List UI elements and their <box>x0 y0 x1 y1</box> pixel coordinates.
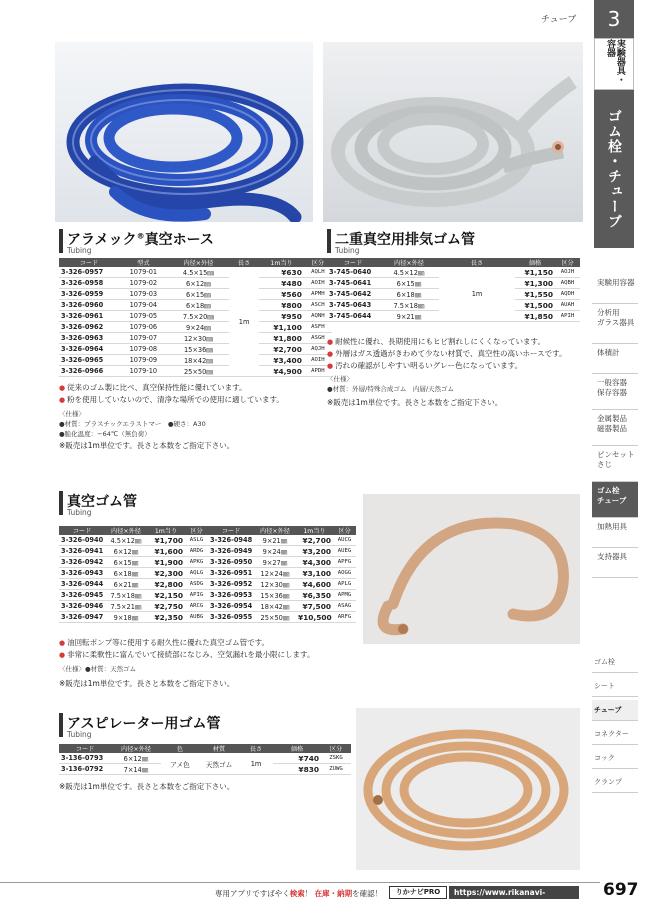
note-line: ● 油回転ポンプ等に使用する耐久性に優れた真空ゴム管です。 <box>59 637 359 649</box>
table-cell: 3-326-0949 <box>210 547 253 556</box>
table-row <box>59 546 356 557</box>
section-bar <box>59 229 63 253</box>
table-row <box>327 267 580 278</box>
table-cell: AUAH <box>555 300 580 311</box>
table-cell: ¥1,150 <box>515 267 555 278</box>
side-cat-5[interactable]: 金属製品 磁器製品 <box>592 410 638 446</box>
table-cell: APIG <box>185 590 208 601</box>
table-cell: 15×36㎜ <box>168 344 229 355</box>
table-cell: ¥830 <box>273 764 321 775</box>
side-cat-6[interactable]: ピンセット さじ <box>592 446 638 482</box>
table-row <box>59 535 356 546</box>
side-cat-9[interactable]: 支持器具 <box>592 548 638 578</box>
table-cell: 3-326-0950 <box>210 558 253 567</box>
table-cell: 9×21㎜ <box>254 535 296 546</box>
section1-footnote: ※販売は1m単位です。長さと本数をご指定下さい。 <box>59 441 235 450</box>
table-row <box>59 568 356 579</box>
table-row <box>59 557 356 568</box>
table-cell: ARFG <box>333 612 356 623</box>
table-header-row: コード 内径×外径 長さ 価格 区分 <box>327 258 580 267</box>
side-cat-4[interactable]: 一般容器 保存容器 <box>592 374 638 410</box>
blue-hose-photo <box>55 42 313 222</box>
table-cell: 3-326-0945 <box>61 591 104 600</box>
table-cell: 15×36㎜ <box>254 590 296 601</box>
table-cell: 3-326-0963 <box>59 333 119 344</box>
table-cell: 1079-08 <box>119 344 168 355</box>
table-row <box>59 344 332 355</box>
table-row <box>59 753 351 764</box>
table-cell: ¥4,600 <box>296 579 333 590</box>
section2-notes <box>327 336 587 372</box>
table-cell: 3-326-0940 <box>61 536 104 545</box>
table-cell: 3-745-0644 <box>327 311 379 322</box>
table-cell: 7.5×21㎜ <box>105 601 147 612</box>
table-cell: 3-326-0964 <box>59 344 119 355</box>
side-cat-3[interactable]: 体積計 <box>592 344 638 374</box>
table-cell: 1079-07 <box>119 333 168 344</box>
table-cell: AQLH <box>304 267 332 278</box>
table-cell: 3-326-0965 <box>59 355 119 366</box>
header-title: チューブ <box>541 15 577 25</box>
table-cell: AUEG <box>333 546 356 557</box>
table-cell: ¥630 <box>259 267 304 278</box>
table-cell: 6×15㎜ <box>168 289 229 300</box>
table-cell: 3-326-0946 <box>61 602 104 611</box>
section4-subtitle: Tubing <box>67 730 92 739</box>
side-category-label: 実験器具・容器 <box>594 38 634 90</box>
table-cell: ¥4,900 <box>259 366 304 377</box>
table-cell: 1079-01 <box>119 267 168 278</box>
table-cell: 12×30㎜ <box>168 333 229 344</box>
section-bar <box>327 229 331 253</box>
section4-footnote: ※販売は1m単位です。長さと本数をご指定下さい。 <box>59 782 235 791</box>
table-cell: 3-326-0953 <box>210 591 253 600</box>
table-header-row: コード 型式 内径×外径 長さ 1m当り 区分 <box>59 258 332 267</box>
table-cell: 3-745-0640 <box>327 267 379 278</box>
table-cell: 3-326-0948 <box>210 536 253 545</box>
page-number: 697 <box>603 880 639 900</box>
app-logo[interactable]: りかナビPRO <box>389 886 447 899</box>
table-cell: ZSKG <box>321 753 351 764</box>
table-cell: 3-326-0961 <box>59 311 119 322</box>
table-cell: 1079-04 <box>119 300 168 311</box>
table-cell: ASDG <box>185 579 208 590</box>
section1-title: アラメック®真空ホース <box>67 231 214 248</box>
aspirator-tube-photo <box>356 708 580 870</box>
table-cell: 9×24㎜ <box>254 546 296 557</box>
table-cell: ¥1,850 <box>515 311 555 322</box>
table-cell: 3-745-0641 <box>327 278 379 289</box>
section4-title: アスピレーター用ゴム管 <box>67 716 221 732</box>
table-cell: ¥3,200 <box>296 546 333 557</box>
vacuum-rubber-tube-photo <box>363 494 580 644</box>
note-line: ● 粉を使用していないので、清浄な場所での使用に適しています。 <box>59 394 329 406</box>
table-cell: 1079-10 <box>119 366 168 377</box>
subnav-tube[interactable]: チューブ <box>592 700 638 721</box>
table-cell: ¥1,500 <box>515 300 555 311</box>
table-header-row: コード 内径×外径 1m当り 区分 コード 内径×外径 1m当り 区分 <box>59 526 356 535</box>
table-row <box>59 333 332 344</box>
table-cell: AOIH <box>304 278 332 289</box>
table-cell: 9×24㎜ <box>168 322 229 333</box>
table-cell: 9×18㎜ <box>105 612 147 623</box>
table-row <box>59 278 332 289</box>
table-cell: アメ色 <box>161 753 199 775</box>
side-cat-1[interactable]: 実験用容器 <box>592 274 638 304</box>
table-cell: 6×12㎜ <box>168 278 229 289</box>
table-cell: 1079-02 <box>119 278 168 289</box>
section3-table <box>59 526 356 623</box>
table-row <box>59 355 332 366</box>
table-cell: APMG <box>333 590 356 601</box>
table-row <box>59 579 356 590</box>
table-cell: ¥3,100 <box>296 568 333 579</box>
note-line: ● 耐候性に優れ、長期使用にもヒビ割れしにくくなっています。 <box>327 336 587 348</box>
section2-title: 二重真空用排気ゴム管 <box>335 232 475 248</box>
table-cell: 12×24㎜ <box>254 568 296 579</box>
table-row <box>59 311 332 322</box>
table-cell: ¥3,400 <box>259 355 304 366</box>
table-cell: AQBH <box>555 278 580 289</box>
table-cell: 7×14㎜ <box>111 764 161 775</box>
subnav-clamp[interactable]: クランプ <box>592 772 638 793</box>
table-cell: ¥480 <box>259 278 304 289</box>
table-cell: 6×18㎜ <box>105 568 147 579</box>
table-cell: 3-136-0792 <box>59 764 111 775</box>
note-line: ● 外層はガス透過がきわめて少ない材質で、真空性の高いホースです。 <box>327 348 587 360</box>
table-cell: AQLG <box>185 568 208 579</box>
table-cell: 3-326-0944 <box>61 580 104 589</box>
section-bar <box>59 491 63 515</box>
table-cell: ¥1,700 <box>147 535 185 546</box>
table-cell: ASLG <box>185 535 208 546</box>
section1-spec: 〈仕様〉 ●材質：プラスチックエラストマー ●硬さ：A30 ●脆化温度：−64℃（無負荷） <box>59 410 206 438</box>
table-cell: ¥1,100 <box>259 322 304 333</box>
table-cell: 7.5×18㎜ <box>379 300 439 311</box>
table-cell: ¥1,900 <box>147 557 185 568</box>
table-row <box>59 267 332 278</box>
table-cell: 1m <box>439 267 515 322</box>
table-cell: 9×21㎜ <box>379 311 439 322</box>
table-cell: 18×42㎜ <box>168 355 229 366</box>
table-cell: 6×15㎜ <box>105 557 147 568</box>
table-cell: 25×50㎜ <box>168 366 229 377</box>
section2-table <box>327 258 580 322</box>
table-cell: ¥2,300 <box>147 568 185 579</box>
table-cell: ARCG <box>185 601 208 612</box>
table-cell: ¥2,750 <box>147 601 185 612</box>
table-cell: 6×18㎜ <box>168 300 229 311</box>
section3-title: 真空ゴム管 <box>67 494 137 510</box>
table-row <box>59 322 332 333</box>
table-cell: 9×27㎜ <box>254 557 296 568</box>
site-url-link[interactable]: https://www.rikanavi-pro.com <box>449 886 579 899</box>
table-cell: 3-326-0942 <box>61 558 104 567</box>
table-cell: ¥2,350 <box>147 612 185 623</box>
section2-footnote: ※販売は1m単位です。長さと本数をご指定下さい。 <box>327 398 503 407</box>
table-row <box>59 366 332 377</box>
table-cell: APDH <box>304 366 332 377</box>
table-cell: ASFH <box>304 322 332 333</box>
section2-spec: 〈仕様〉 ●材質：外層/特殊合成ゴム 内層/天然ゴム <box>327 375 455 393</box>
table-row <box>59 601 356 612</box>
table-cell: 3-326-0954 <box>210 602 253 611</box>
table-cell: ¥10,500 <box>298 612 332 622</box>
table-cell: ASCH <box>304 300 332 311</box>
table-cell: 6×12㎜ <box>105 546 147 557</box>
table-cell: 3-136-0793 <box>59 753 111 764</box>
table-cell: 6×18㎜ <box>379 289 439 300</box>
table-cell: 3-326-0955 <box>210 613 253 622</box>
section1-subtitle: Tubing <box>67 246 92 255</box>
table-cell: ¥4,300 <box>296 557 333 568</box>
table-cell: 4.5×12㎜ <box>105 535 147 546</box>
section1-table <box>59 258 332 377</box>
table-cell: 6×12㎜ <box>111 753 161 764</box>
table-cell: AQJH <box>304 344 332 355</box>
table-row <box>59 289 332 300</box>
table-cell: ¥1,550 <box>515 289 555 300</box>
table-cell: 1079-09 <box>119 355 168 366</box>
table-cell: APMH <box>304 289 332 300</box>
table-cell: APKG <box>185 557 208 568</box>
table-cell: 3-326-0941 <box>61 547 104 556</box>
section3-spec: 〈仕様〉●材質：天然ゴム <box>59 665 137 673</box>
table-cell: ¥1,600 <box>147 546 185 557</box>
table-cell: 12×30㎜ <box>254 579 296 590</box>
table-cell: 1079-06 <box>119 322 168 333</box>
table-cell: ¥2,700 <box>296 535 333 546</box>
table-cell: AOJH <box>555 267 580 278</box>
table-cell: 1079-03 <box>119 289 168 300</box>
table-cell: 天然ゴム <box>199 753 239 775</box>
footer-promo: 専用アプリですばやく検索！ 在庫・納期を確認！ <box>215 889 383 898</box>
table-cell: APIH <box>555 311 580 322</box>
table-cell: 3-326-0966 <box>59 366 119 377</box>
table-cell: 4.5×15㎜ <box>168 267 229 278</box>
table-cell: 7.5×18㎜ <box>105 590 147 601</box>
table-cell: ¥740 <box>273 753 321 764</box>
table-cell: 3-326-0952 <box>210 580 253 589</box>
note-line: ● 従来のゴム製に比べ、真空保持性能に優れています。 <box>59 382 329 394</box>
footer-divider <box>0 882 600 883</box>
table-cell: ¥1,300 <box>515 278 555 289</box>
table-cell: AQNH <box>304 311 332 322</box>
table-cell: AOGG <box>333 568 356 579</box>
table-cell: ¥1,800 <box>259 333 304 344</box>
table-cell: ¥2,150 <box>147 590 185 601</box>
table-row <box>59 612 356 623</box>
table-cell: 6×21㎜ <box>105 579 147 590</box>
gray-hose-photo <box>323 42 583 222</box>
table-cell: 3-745-0643 <box>327 300 379 311</box>
table-cell: AUBG <box>185 612 208 623</box>
table-cell: 3-326-0957 <box>59 267 119 278</box>
note-line: ● 非常に柔軟性に富んでいて接続部になじみ、空気漏れを最小限にします。 <box>59 649 359 661</box>
note-line: ● 汚れの確認がしやすい明るいグレー色になっています。 <box>327 360 587 372</box>
table-cell: 3-326-0943 <box>61 569 104 578</box>
table-cell: 3-326-0951 <box>210 569 253 578</box>
section3-footnote: ※販売は1m単位です。長さと本数をご指定下さい。 <box>59 679 235 688</box>
side-cat-2[interactable]: 分析用 ガラス器具 <box>592 304 638 344</box>
table-cell: ZUWG <box>321 764 351 775</box>
table-cell: 1m <box>229 267 259 377</box>
table-cell: 4.5×12㎜ <box>379 267 439 278</box>
subnav-rubber-stopper[interactable]: ゴム栓 <box>592 652 638 673</box>
table-cell: 3-326-0959 <box>59 289 119 300</box>
subnav-sheet[interactable]: シート <box>592 676 638 697</box>
table-cell: 1079-05 <box>119 311 168 322</box>
table-cell: 3-326-0947 <box>61 613 104 622</box>
subnav-cock[interactable]: コック <box>592 748 638 769</box>
table-cell: 3-326-0960 <box>59 300 119 311</box>
table-cell: 6×15㎜ <box>379 278 439 289</box>
table-cell: 3-326-0958 <box>59 278 119 289</box>
section-bar <box>59 713 63 737</box>
table-cell: 7.5×20㎜ <box>168 311 229 322</box>
table-cell: ASGH <box>304 333 332 344</box>
table-cell: AQDH <box>555 289 580 300</box>
table-cell: ASAG <box>333 601 356 612</box>
table-cell: ARDG <box>185 546 208 557</box>
section2-subtitle: Tubing <box>335 246 360 255</box>
table-cell: ¥800 <box>259 300 304 311</box>
section4-table <box>59 744 351 775</box>
table-cell: ¥2,700 <box>259 344 304 355</box>
table-cell: 3-745-0642 <box>327 289 379 300</box>
table-cell: AUCG <box>333 535 356 546</box>
section3-notes <box>59 637 359 661</box>
table-row <box>59 300 332 311</box>
table-cell: APFG <box>333 557 356 568</box>
side-section-label: ゴム栓・チューブ <box>594 90 634 248</box>
section3-subtitle: Tubing <box>67 508 92 517</box>
side-cat-7[interactable]: ゴム栓 チューブ <box>592 482 638 518</box>
table-cell: ¥7,500 <box>296 601 333 612</box>
table-row <box>59 590 356 601</box>
table-cell: ¥950 <box>259 311 304 322</box>
table-cell: ¥6,350 <box>296 590 333 601</box>
table-cell: AOIH <box>304 355 332 366</box>
table-cell: 1m <box>239 753 273 775</box>
table-cell: ¥2,800 <box>147 579 185 590</box>
table-cell: APLG <box>333 579 356 590</box>
table-cell: 18×42㎜ <box>254 601 296 612</box>
table-cell: ¥560 <box>259 289 304 300</box>
section1-notes <box>59 382 329 406</box>
chapter-number: 3 <box>594 0 634 38</box>
table-cell: 3-326-0962 <box>59 322 119 333</box>
side-cat-8[interactable]: 加熱用具 <box>592 518 638 548</box>
table-cell: 25×50㎜ <box>254 612 296 623</box>
subnav-connector[interactable]: コネクター <box>592 724 638 745</box>
table-header-row: コード 内径×外径 色 材質 長さ 価格 区分 <box>59 744 351 753</box>
